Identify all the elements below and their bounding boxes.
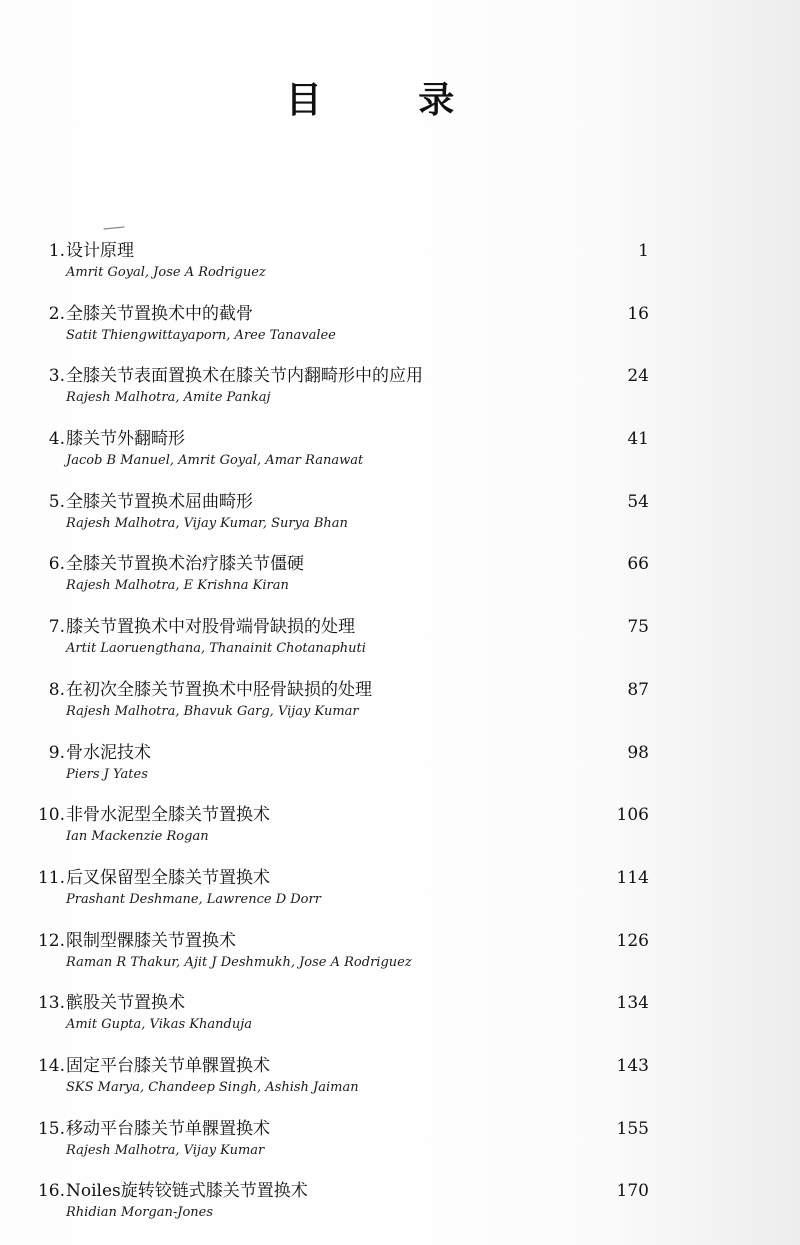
entry-number: 14. (37, 1055, 65, 1076)
entry-page-number: 114 (616, 867, 649, 888)
entry-page-number: 126 (616, 930, 649, 951)
toc-entry (0, 614, 800, 677)
entry-authors: Rajesh Malhotra, Vijay Kumar (66, 1142, 265, 1158)
toc-entry (0, 928, 800, 991)
page-title: 目 录 (285, 80, 497, 121)
entry-page-number: 106 (616, 805, 649, 826)
entry-title: 限制型髁膝关节置换术 (66, 930, 236, 951)
entry-title: 骨水泥技术 (66, 742, 151, 763)
toc-entry (0, 301, 800, 364)
pen-mark (103, 226, 125, 230)
entry-title: 非骨水泥型全膝关节置换术 (66, 805, 270, 826)
toc-entry (0, 865, 800, 928)
toc-entry (0, 677, 800, 740)
entry-page-number: 170 (616, 1181, 649, 1202)
entry-number: 3. (48, 366, 65, 387)
entry-title: 固定平台膝关节单髁置换术 (66, 1055, 270, 1076)
entry-authors: Satit Thiengwittayaporn, Aree Tanavalee (66, 327, 336, 343)
toc-entry (0, 489, 800, 552)
entry-number: 10. (37, 805, 65, 826)
entry-authors: Prashant Deshmane, Lawrence D Dorr (66, 891, 321, 907)
entry-title: 全膝关节表面置换术在膝关节内翻畸形中的应用 (66, 366, 423, 387)
entry-number: 15. (37, 1118, 65, 1139)
entry-authors: Piers J Yates (66, 766, 148, 782)
toc-entry (0, 551, 800, 614)
entry-number: 1. (48, 241, 65, 261)
toc-entry (0, 1178, 800, 1241)
toc-entry (0, 1053, 800, 1116)
entry-authors: Amrit Goyal, Jose A Rodriguez (66, 265, 266, 280)
entry-page-number: 75 (627, 617, 649, 638)
entry-title: 髌股关节置换术 (66, 993, 185, 1014)
entry-number: 12. (37, 930, 65, 951)
entry-authors: Jacob B Manuel, Amrit Goyal, Amar Ranawat (66, 453, 364, 469)
entry-authors: Artit Laoruengthana, Thanainit Chotanaphuti (66, 641, 366, 657)
entry-page-number: 16 (627, 303, 649, 324)
entry-title: 后叉保留型全膝关节置换术 (66, 867, 270, 888)
entry-title: 膝关节置换术中对股骨端骨缺损的处理 (66, 617, 355, 638)
entry-number: 16. (37, 1181, 65, 1202)
toc-entry (0, 363, 800, 426)
entry-page-number: 54 (627, 491, 649, 512)
entry-number: 13. (37, 993, 65, 1014)
entry-page-number: 24 (627, 366, 649, 387)
toc-entry (0, 990, 800, 1053)
entry-title: Noiles旋转铰链式膝关节置换术 (66, 1181, 308, 1202)
entry-authors: Rajesh Malhotra, Amite Pankaj (66, 390, 271, 406)
entry-number: 9. (48, 742, 65, 763)
entry-page-number: 1 (638, 241, 649, 261)
entry-title: 全膝关节置换术屈曲畸形 (66, 491, 253, 512)
entry-number: 2. (48, 303, 65, 324)
entry-authors: Rajesh Malhotra, Vijay Kumar, Surya Bhan (66, 515, 348, 531)
entry-title: 移动平台膝关节单髁置换术 (66, 1118, 270, 1139)
toc-entry (0, 426, 800, 489)
entry-number: 11. (37, 867, 65, 888)
entry-number: 4. (48, 429, 65, 450)
entry-number: 8. (48, 679, 65, 700)
toc-entry (0, 238, 800, 301)
entry-page-number: 98 (627, 742, 649, 763)
toc-entry (0, 802, 800, 865)
entry-authors: Rajesh Malhotra, Bhavuk Garg, Vijay Kumar (66, 703, 359, 719)
entry-authors: Amit Gupta, Vikas Khanduja (66, 1017, 252, 1033)
entry-authors: SKS Marya, Chandeep Singh, Ashish Jaiman (66, 1079, 359, 1095)
entry-authors: Raman R Thakur, Ajit J Deshmukh, Jose A Rodriguez (66, 954, 412, 970)
toc-entry (0, 1116, 800, 1179)
entry-title: 全膝关节置换术中的截骨 (66, 303, 253, 324)
entry-authors: Rajesh Malhotra, E Krishna Kiran (66, 578, 289, 594)
entry-page-number: 66 (627, 554, 649, 575)
entry-title: 设计原理 (66, 241, 134, 261)
entry-number: 6. (48, 554, 65, 575)
entry-authors: Rhidian Morgan-Jones (66, 1205, 214, 1221)
entry-number: 7. (48, 617, 65, 638)
entry-title: 膝关节外翻畸形 (66, 429, 185, 450)
entry-page-number: 87 (627, 679, 649, 700)
toc-entry (0, 740, 800, 803)
entry-number: 5. (48, 491, 65, 512)
entry-page-number: 41 (627, 429, 649, 450)
entry-title: 在初次全膝关节置换术中胫骨缺损的处理 (66, 679, 372, 700)
entry-title: 全膝关节置换术治疗膝关节僵硬 (66, 554, 304, 575)
entry-page-number: 155 (616, 1118, 649, 1139)
entry-page-number: 134 (616, 993, 649, 1014)
entry-authors: Ian Mackenzie Rogan (66, 829, 209, 845)
entry-page-number: 143 (616, 1055, 649, 1076)
table-of-contents (0, 238, 800, 1241)
